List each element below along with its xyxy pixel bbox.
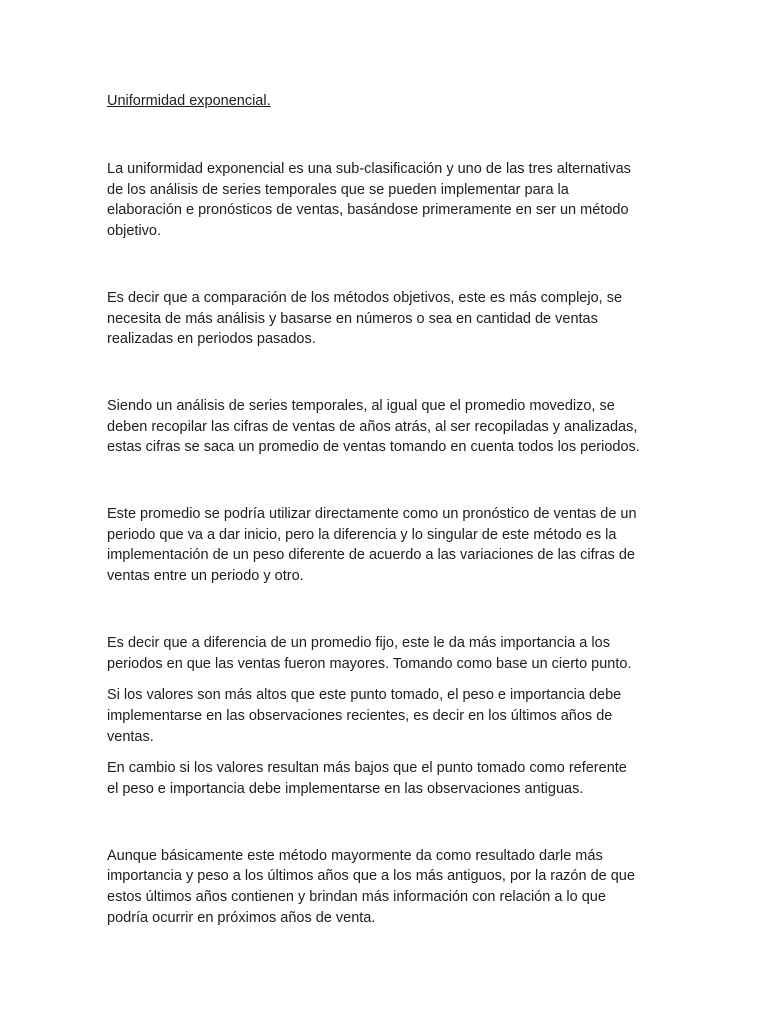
paragraph-line: estos últimos años contienen y brindan más información con relación a lo que <box>107 889 606 906</box>
paragraph-line: de los análisis de series temporales que se pueden implementar para la <box>107 181 569 198</box>
paragraph-line: ventas. <box>107 728 154 745</box>
document-page <box>107 91 667 929</box>
paragraph-line: podría ocurrir en próximos años de venta. <box>107 909 376 926</box>
paragraph-line: implementarse en las observaciones recientes, es decir en los últimos años de <box>107 707 613 724</box>
paragraph-4 <box>107 504 667 587</box>
paragraph-line: importancia y peso a los últimos años que a los más antiguos, por la razón de que <box>107 868 635 885</box>
paragraph-line: Es decir que a diferencia de un promedio fijo, este le da más importancia a los <box>107 634 610 651</box>
paragraph-2 <box>107 288 667 350</box>
paragraph-7 <box>107 758 667 799</box>
document-title: Uniformidad exponencial. <box>107 93 271 109</box>
paragraph-line: objetivo. <box>107 223 162 240</box>
paragraph-line: Siendo un análisis de series temporales, al igual que el promedio movedizo, se <box>107 397 615 414</box>
paragraph-line: implementación de un peso diferente de acuerdo a las variaciones de las cifras de <box>107 547 635 564</box>
paragraph-line: Aunque básicamente este método mayormente da como resultado darle más <box>107 847 603 864</box>
paragraph-line: necesita de más análisis y basarse en números o sea en cantidad de ventas <box>107 310 598 327</box>
paragraph-line: Este promedio se podría utilizar directamente como un pronóstico de ventas de un <box>107 506 637 523</box>
paragraph-line: deben recopilar las cifras de ventas de años atrás, al ser recopiladas y analizadas, <box>107 418 638 435</box>
paragraph-line: En cambio si los valores resultan más bajos que el punto tomado como referente <box>107 760 627 777</box>
paragraph-1 <box>107 159 667 242</box>
paragraph-3 <box>107 396 667 458</box>
paragraph-line: periodos en que las ventas fueron mayores. Tomando como base un cierto punto. <box>107 655 632 672</box>
paragraph-line: realizadas en periodos pasados. <box>107 331 316 348</box>
paragraph-6 <box>107 685 667 747</box>
paragraph-8 <box>107 846 667 929</box>
paragraph-line: ventas entre un periodo y otro. <box>107 568 304 585</box>
paragraph-line: el peso e importancia debe implementarse en las observaciones antiguas. <box>107 781 584 798</box>
paragraph-line: La uniformidad exponencial es una sub-clasificación y uno de las tres alternativas <box>107 161 631 177</box>
paragraph-line: estas cifras se saca un promedio de ventas tomando en cuenta todos los periodos. <box>107 439 640 456</box>
paragraph-line: Si los valores son más altos que este punto tomado, el peso e importancia debe <box>107 687 622 704</box>
paragraph-5 <box>107 633 667 674</box>
paragraph-line: elaboración e pronósticos de ventas, basándose primeramente en ser un método <box>107 202 629 219</box>
paragraph-line: Es decir que a comparación de los métodos objetivos, este es más complejo, se <box>107 289 623 306</box>
paragraph-line: periodo que va a dar inicio, pero la diferencia y lo singular de este método es la <box>107 526 617 543</box>
